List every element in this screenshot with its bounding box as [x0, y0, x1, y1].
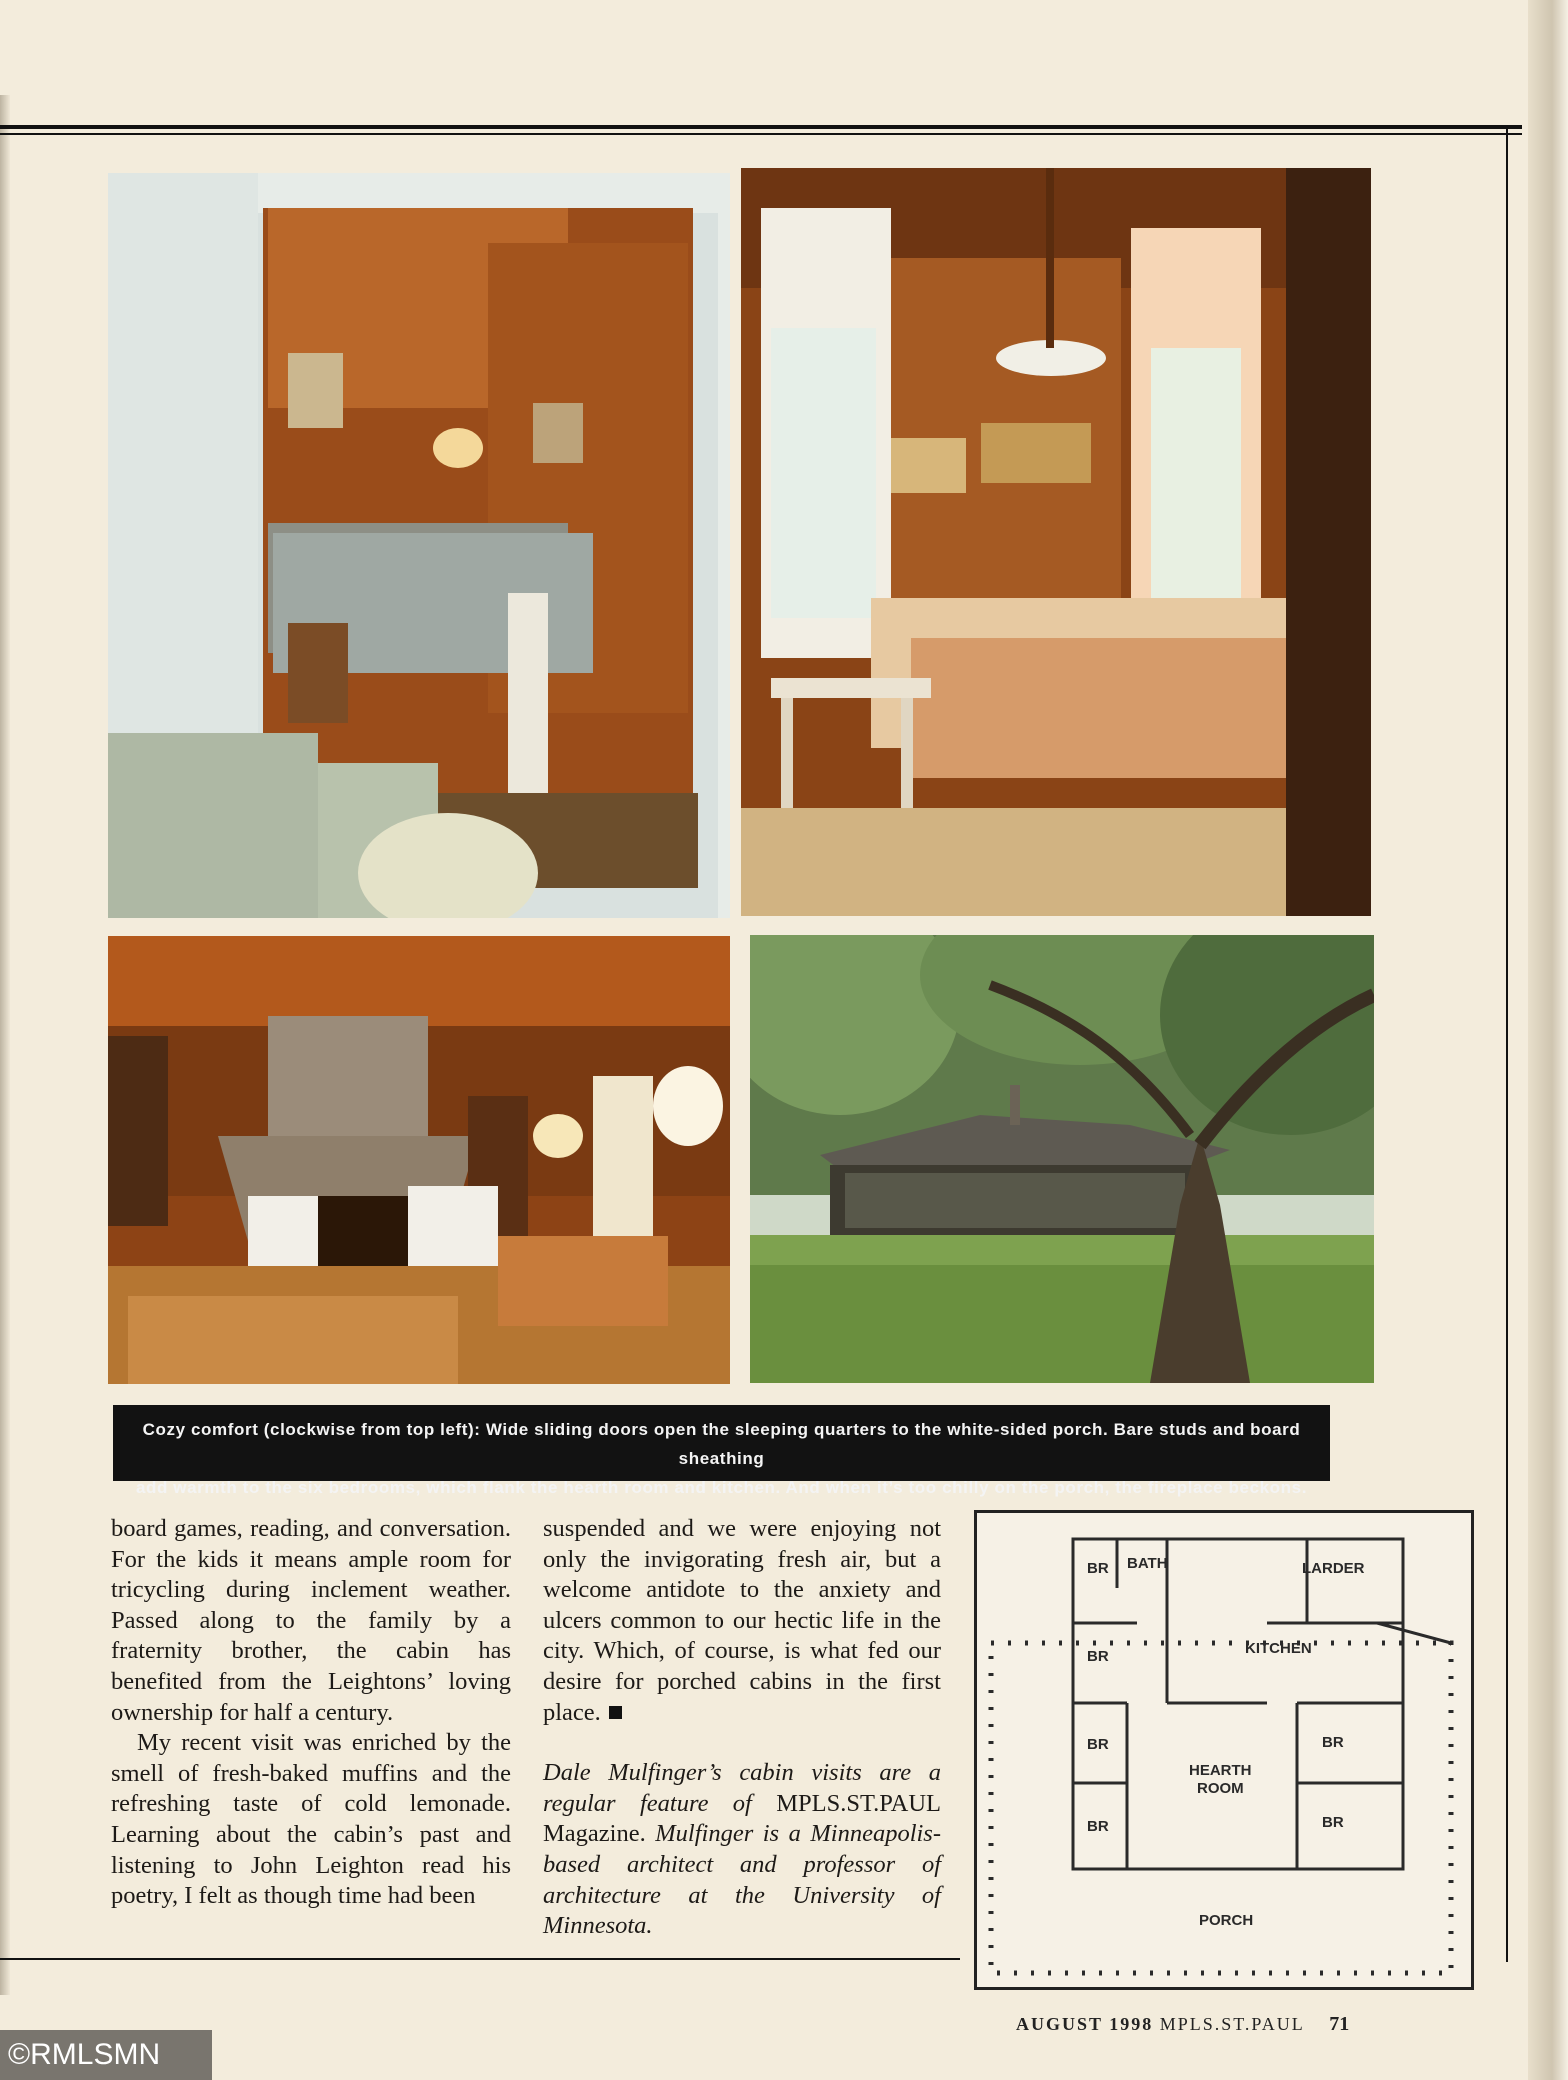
end-of-article-mark [609, 1706, 622, 1719]
plan-label-kitchen: KITCHEN [1245, 1640, 1312, 1657]
photo-caption-bar [113, 1405, 1330, 1497]
plan-label-br-lower-right: BR [1322, 1734, 1344, 1751]
plan-label-bath: BATH [1127, 1555, 1168, 1572]
plan-label-br-lower-left: BR [1087, 1736, 1109, 1753]
author-note [543, 1758, 941, 1942]
author-note-part-b: Magazine. [543, 1820, 646, 1848]
page-number: 71 [1329, 2013, 1350, 2035]
footer-magazine-name: MPLS.ST.PAUL [1159, 2014, 1305, 2034]
plan-label-room: ROOM [1197, 1780, 1244, 1797]
bedroom-doorway-photo [108, 173, 730, 918]
column2-paragraph-1 [543, 1514, 941, 1728]
page-edge-right [1528, 0, 1568, 2080]
plan-label-hearth: HEARTH [1189, 1762, 1252, 1779]
author-note-magazine: MPLS.ST.PAUL [776, 1789, 942, 1817]
cabin-exterior-photo [750, 935, 1374, 1383]
floor-plan [974, 1510, 1474, 1990]
body-column-1 [111, 1514, 511, 1912]
footer-issue-date: AUGUST 1998 [1016, 2014, 1154, 2034]
hearth-room-photo [108, 936, 730, 1384]
plan-label-br-top-left: BR [1087, 1560, 1109, 1577]
floor-plan-drawing [977, 1513, 1471, 1987]
plan-label-br-bottom-left: BR [1087, 1818, 1109, 1835]
author-note-part-a: Dale Mulfinger’s cabin visits are a regular feature of [543, 1759, 941, 1817]
plan-label-br-mid-left: BR [1087, 1648, 1109, 1665]
frame-right-rule [1506, 127, 1508, 1962]
plan-label-porch: PORCH [1199, 1912, 1254, 1929]
page-footer [1016, 2013, 1349, 2036]
plan-label-larder: LARDER [1302, 1560, 1365, 1577]
column1-paragraph-2: My recent visit was enriched by the smell of fresh-baked muffins and the refreshing taste of cold lemonade. Learning about the cabin’s past and listening to John Leighton read his poetry, I felt as though time had been [111, 1729, 511, 1910]
watermark-badge: ©RMLSMN [0, 2030, 212, 2080]
page-edge-left [0, 95, 10, 1995]
frame-bottom-rule [0, 1958, 960, 1960]
body-column-2 [543, 1514, 941, 1942]
author-note-part-c: Mulfinger is a Minneapolis-based architect and professor of architecture at the University of Minnesota. [543, 1820, 941, 1940]
corner-bedroom-photo [741, 168, 1371, 916]
column1-paragraph-1: board games, reading, and conversation. For the kids it means ample room for tricycling during inclement weather. Passed along to the family by a fraternity brother, the cabin has benefited from the Leightons’ loving ownership for half a century. [111, 1515, 511, 1726]
caption-line-2: add warmth to the six bedrooms, which flank the hearth room and kitchen. And when it’s too chilly on the porch, the fireplace beckons. [135, 1478, 1308, 1497]
caption-line-1: Cozy comfort (clockwise from top left): Wide sliding doors open the sleeping quarters to the white-sided porch. Bare studs and board sheathing [142, 1420, 1301, 1468]
frame-top-rule [0, 125, 1522, 129]
column2-paragraph-1-text: suspended and we were enjoying not only the invigorating fresh air, but a welcome antidote to the anxiety and ulcers common to our hectic life in the city. Which, of course, is what fed our desire for porched cabins in the first place. [543, 1515, 941, 1726]
frame-top-rule-inner [0, 133, 1522, 135]
plan-label-br-bottom-right: BR [1322, 1814, 1344, 1831]
